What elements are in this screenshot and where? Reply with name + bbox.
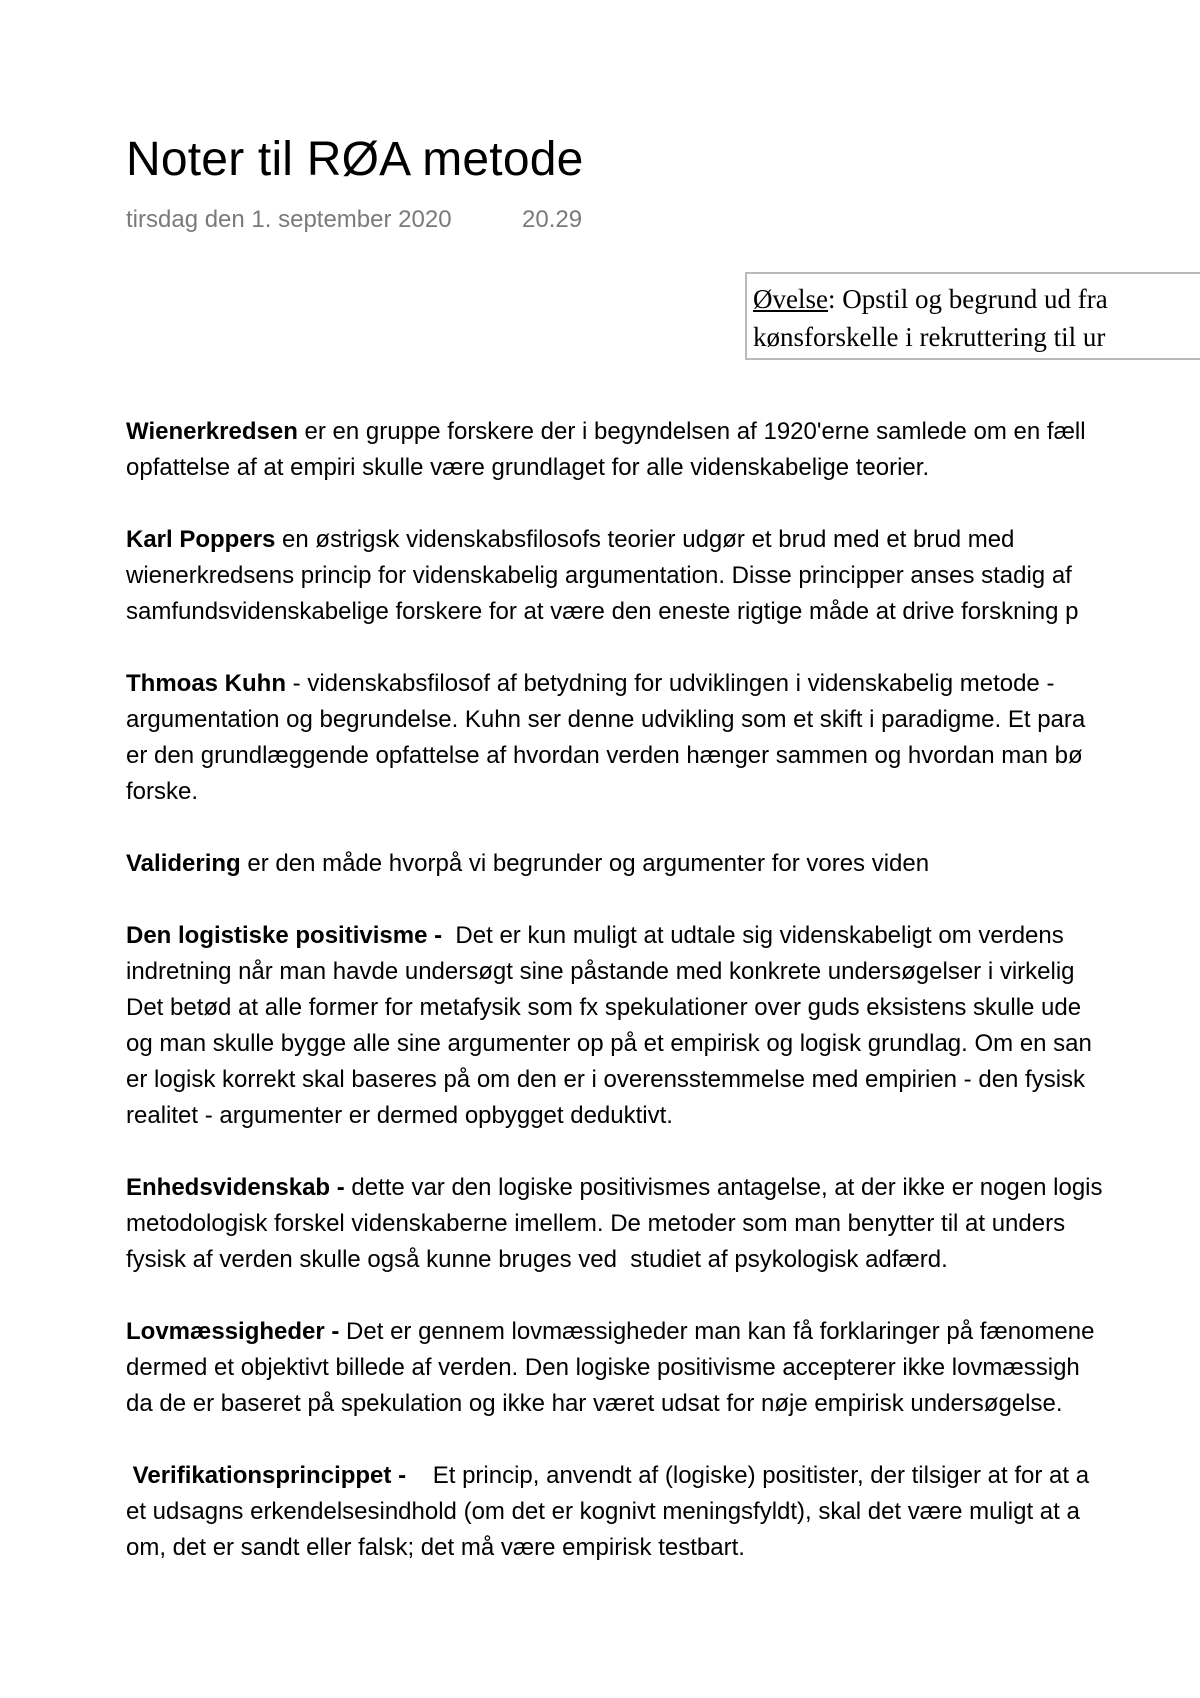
- note-line: Det betød at alle former for metafysik som fx spekulationer over guds eksistens skulle ude: [126, 994, 1082, 1021]
- page-date: tirsdag den 1. september 2020: [126, 206, 452, 233]
- note-term: Lovmæssigheder -: [126, 1318, 340, 1345]
- note-term: Karl Poppers: [126, 526, 276, 553]
- notes-body: [126, 414, 1200, 1602]
- note-line: [126, 414, 1200, 450]
- note-line: og man skulle bygge alle sine argumenter op på et empirisk og logisk grundlag. Om en san: [126, 1030, 1092, 1057]
- note-line: [126, 846, 1200, 882]
- note-text: Det er kun muligt at udtale sig videnskabeligt om verdens: [442, 922, 1064, 949]
- note-paragraph-wienerkredsen: [126, 414, 1200, 486]
- note-line: opfattelse af at empiri skulle være grundlaget for alle videnskabelige teorier.: [126, 454, 930, 481]
- note-line: [126, 918, 1200, 954]
- note-line: [126, 1458, 1200, 1494]
- note-text: Et princip, anvendt af (logiske) positister, der tilsiger at for at a: [406, 1462, 1090, 1489]
- exercise-line-2: kønsforskelle i rekruttering til ur: [753, 322, 1106, 352]
- note-text: dette var den logiske positivismes antagelse, at der ikke er nogen logis: [344, 1174, 1103, 1201]
- note-line: [126, 522, 1200, 558]
- note-term: Verifikationsprincippet -: [126, 1462, 407, 1489]
- note-line: [126, 1170, 1200, 1206]
- note-term: Thmoas Kuhn: [126, 670, 286, 697]
- note-term: Den logistiske positivisme -: [126, 922, 443, 949]
- exercise-text-1: : Opstil og begrund ud fra: [827, 284, 1108, 314]
- note-line: er den grundlæggende opfattelse af hvordan verden hænger sammen og hvordan man bø: [126, 742, 1083, 769]
- note-term: Enhedsvidenskab -: [126, 1174, 345, 1201]
- exercise-textbox[interactable]: [745, 272, 1200, 360]
- note-line: argumentation og begrundelse. Kuhn ser denne udvikling som et skift i paradigme. Et para: [126, 706, 1086, 733]
- note-paragraph-logistiske-positivisme: [126, 918, 1200, 1134]
- note-paragraph-lovmaessigheder: [126, 1314, 1200, 1422]
- note-text: en østrigsk videnskabsfilosofs teorier udgør et brud med et brud med: [275, 526, 1015, 553]
- note-paragraph-validering: [126, 846, 1200, 882]
- exercise-label: Øvelse: [753, 284, 828, 314]
- note-line: indretning når man havde undersøgt sine påstande med konkrete undersøgelser i virkelig: [126, 958, 1075, 985]
- note-text: Det er gennem lovmæssigheder man kan få forklaringer på fænomene: [339, 1318, 1095, 1345]
- note-line: realitet - argumenter er dermed opbygget deduktivt.: [126, 1102, 673, 1129]
- note-line: da de er baseret på spekulation og ikke har været udsat for nøje empirisk undersøgelse.: [126, 1390, 1063, 1417]
- note-line: wienerkredsens princip for videnskabelig argumentation. Disse principper anses stadig af: [126, 562, 1072, 589]
- note-paragraph-enhedsvidenskab: [126, 1170, 1200, 1278]
- note-paragraph-thomas-kuhn: [126, 666, 1200, 810]
- note-paragraph-karl-popper: [126, 522, 1200, 630]
- note-text: er en gruppe forskere der i begyndelsen af 1920'erne samlede om en fæll: [297, 418, 1086, 445]
- note-line: om, det er sandt eller falsk; det må være empirisk testbart.: [126, 1534, 745, 1561]
- note-line: dermed et objektivt billede af verden. Den logiske positivisme accepterer ikke lovmæssigh: [126, 1354, 1080, 1381]
- note-line: [126, 1314, 1200, 1350]
- note-line: [126, 666, 1200, 702]
- page-time: 20.29: [522, 206, 583, 233]
- note-line: samfundsvidenskabelige forskere for at være den eneste rigtige måde at drive forskning p: [126, 598, 1079, 625]
- exercise-line-1: [753, 280, 1200, 318]
- note-line: forske.: [126, 778, 199, 805]
- note-line: metodologisk forskel videnskaberne imellem. De metoder som man benytter til at unders: [126, 1210, 1066, 1237]
- note-line: et udsagns erkendelsesindhold (om det er kognivt meningsfyldt), skal det være muligt at a: [126, 1498, 1080, 1525]
- note-text: er den måde hvorpå vi begrunder og argumenter for vores viden: [240, 850, 930, 877]
- note-line: er logisk korrekt skal baseres på om den er i overensstemmelse med empirien - den fysisk: [126, 1066, 1086, 1093]
- note-paragraph-verifikationsprincippet: [126, 1458, 1200, 1566]
- note-line: fysisk af verden skulle også kunne bruges ved studiet af psykologisk adfærd.: [126, 1246, 948, 1273]
- note-term: Wienerkredsen: [126, 418, 298, 445]
- note-term: Validering: [126, 850, 241, 877]
- page-title: Noter til RØA metode: [126, 133, 584, 186]
- note-text: - videnskabsfilosof af betydning for udviklingen i videnskabelig metode -: [286, 670, 1055, 697]
